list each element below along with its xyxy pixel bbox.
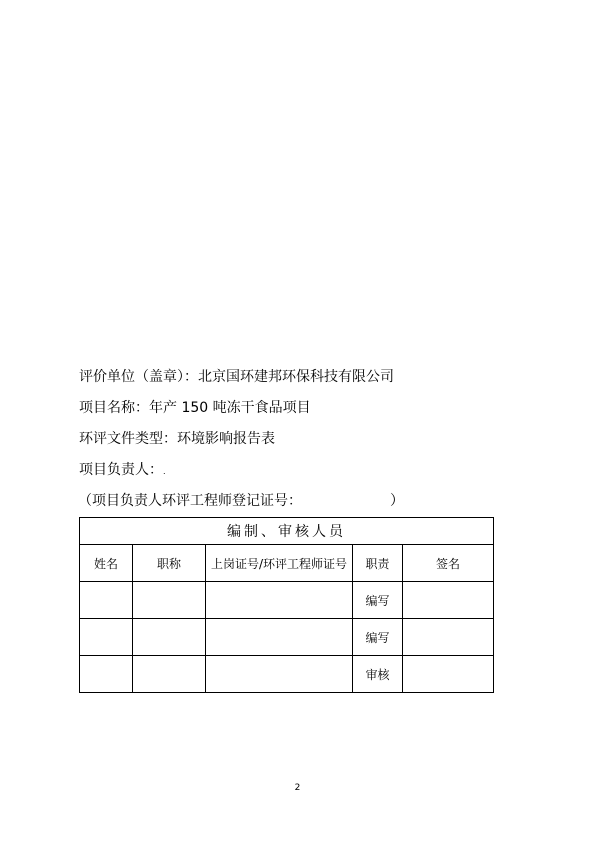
cell-title	[133, 656, 206, 693]
certificate-close-paren: ）	[390, 493, 404, 509]
evaluation-unit-value: 北京国环建邦环保科技有限公司	[198, 369, 394, 385]
evaluation-unit-line	[79, 368, 394, 386]
cell-title	[133, 619, 206, 656]
cell-certificate	[206, 656, 353, 693]
project-leader-value: .	[163, 467, 166, 476]
header-duty: 职责	[353, 545, 403, 582]
cell-signature	[403, 582, 494, 619]
header-signature: 签名	[403, 545, 494, 582]
cell-name	[80, 619, 133, 656]
cell-duty: 编写	[353, 619, 403, 656]
cell-certificate	[206, 619, 353, 656]
cell-duty: 编写	[353, 582, 403, 619]
document-type-label: 环评文件类型：	[79, 431, 177, 447]
project-name-value: 年产 150 吨冻干食品项目	[149, 400, 311, 416]
cell-duty: 审核	[353, 656, 403, 693]
table-title: 编制、审核人员	[80, 518, 494, 545]
cell-title	[133, 582, 206, 619]
table-header-row	[80, 545, 494, 582]
cell-name	[80, 582, 133, 619]
table-row	[80, 582, 494, 619]
document-type-line	[79, 430, 275, 448]
document-type-value: 环境影响报告表	[177, 431, 275, 447]
cell-name	[80, 656, 133, 693]
project-leader-label: 项目负责人：	[79, 462, 163, 478]
header-title: 职称	[133, 545, 206, 582]
cell-signature	[403, 656, 494, 693]
table-row	[80, 656, 494, 693]
cell-certificate	[206, 582, 353, 619]
header-certificate: 上岗证号/环评工程师证号	[206, 545, 353, 582]
project-name-line	[79, 399, 311, 417]
certificate-line	[78, 492, 404, 510]
page-number: 2	[294, 783, 301, 793]
project-leader-line	[79, 461, 166, 481]
certificate-label: （项目负责人环评工程师登记证号：	[78, 493, 302, 509]
evaluation-unit-label: 评价单位（盖章）：	[79, 369, 198, 385]
cell-signature	[403, 619, 494, 656]
table-row	[80, 619, 494, 656]
header-name: 姓名	[80, 545, 133, 582]
staff-table	[79, 517, 494, 693]
project-name-label: 项目名称：	[79, 400, 149, 416]
table-title-row	[80, 518, 494, 545]
